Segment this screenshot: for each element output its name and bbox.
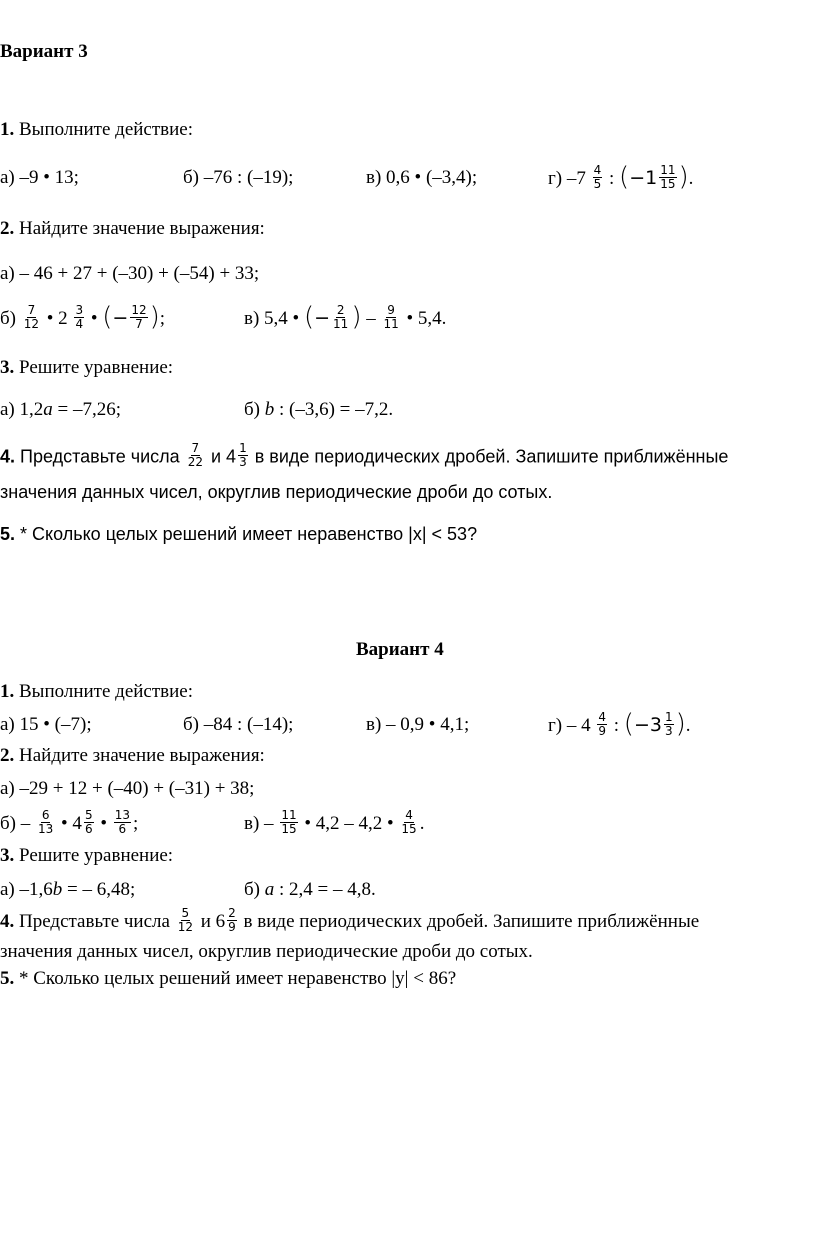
v4-task-4 <box>0 906 700 936</box>
numerator: 6 <box>41 808 50 822</box>
task-number: 2. <box>0 218 15 239</box>
v3-task-3 <box>0 356 173 380</box>
numerator: 3 <box>75 303 84 318</box>
task-number: 4. <box>0 446 16 467</box>
task-text: Найдите значение выражения: <box>19 218 265 239</box>
colon: : <box>613 715 620 736</box>
numerator: 4 <box>593 163 602 178</box>
fraction <box>84 809 94 836</box>
task-text: Найдите значение выражения: <box>19 745 265 766</box>
fraction <box>382 304 399 331</box>
expr-suffix: = – 6,48; <box>62 879 136 900</box>
variable: b <box>264 399 275 420</box>
v3-task-1v: в) 0,6 • (–3,4); <box>366 167 478 188</box>
variable: a <box>43 399 53 420</box>
fraction <box>659 164 676 191</box>
expr-suffix: = –7,26; <box>52 399 122 420</box>
denominator: 11 <box>333 317 349 332</box>
expr-prefix: б) <box>0 308 16 329</box>
numerator: 4 <box>598 710 607 725</box>
right-paren: ) <box>149 301 160 332</box>
expr-suffix: • 5,4. <box>406 308 447 329</box>
v3-task-2a: а) – 46 + 27 + (–30) + (–54) + 33; <box>0 263 260 284</box>
v3-task-3a <box>0 398 121 422</box>
period: . <box>685 715 691 736</box>
fraction <box>227 907 237 934</box>
fraction <box>37 809 54 836</box>
fraction <box>74 304 84 331</box>
task-number: 1. <box>0 119 15 140</box>
expr-prefix: в) 5,4 • <box>244 308 300 329</box>
period: . <box>419 812 425 834</box>
denominator: 9 <box>228 920 236 934</box>
numerator: 5 <box>181 906 190 920</box>
denominator: 6 <box>84 822 93 836</box>
task-text: в виде периодических дробей. Запишите приближённые <box>254 446 729 467</box>
operator: • <box>90 308 98 329</box>
v4-task-2a: а) –29 + 12 + (–40) + (–31) + 38; <box>0 778 255 799</box>
v3-task-3b <box>244 398 393 422</box>
v3-task-2b <box>0 301 166 333</box>
numerator: 7 <box>191 441 200 455</box>
semicolon: ; <box>159 308 166 329</box>
right-paren: ) <box>675 708 686 739</box>
denominator: 3 <box>239 455 247 469</box>
fraction <box>23 304 40 331</box>
v4-task-2b <box>0 808 139 838</box>
fraction <box>130 304 147 331</box>
task-number: 5. <box>0 968 15 989</box>
operator: • 2 <box>46 308 68 329</box>
denominator: 15 <box>281 822 297 836</box>
denominator: 5 <box>593 177 602 192</box>
left-paren: ( <box>102 301 113 332</box>
numerator: 12 <box>131 303 147 318</box>
variable: a <box>264 879 275 900</box>
task-text: Решите уравнение: <box>19 357 174 378</box>
v4-task-1a: а) 15 • (–7); <box>0 714 92 735</box>
fraction <box>114 809 131 836</box>
v4-task-1b: б) –84 : (–14); <box>183 714 294 735</box>
fraction <box>238 442 248 469</box>
expr-prefix: б) <box>244 399 265 420</box>
task-text: * Сколько целых решений имеет неравенство |y| < 86? <box>19 968 457 989</box>
denominator: 12 <box>23 317 40 332</box>
v4-task-3a <box>0 878 135 902</box>
semicolon: ; <box>133 812 139 834</box>
expr-prefix: б) – <box>0 812 31 834</box>
task-text: Выполните действие: <box>19 119 194 140</box>
task-number: 4. <box>0 910 15 932</box>
expr-prefix: б) <box>244 879 265 900</box>
task-text: в виде периодических дробей. Запишите приближённые <box>243 910 700 932</box>
denominator: 15 <box>660 177 676 192</box>
v3-task-1g <box>548 161 694 193</box>
left-paren: ( <box>619 161 630 192</box>
denominator: 22 <box>187 455 203 469</box>
task-text: Решите уравнение: <box>19 845 174 866</box>
left-paren: ( <box>623 708 634 739</box>
mixed-whole: −1 <box>629 167 658 189</box>
numerator: 9 <box>387 303 395 318</box>
task-number: 1. <box>0 681 15 702</box>
operator: • 4 <box>61 812 82 834</box>
variant-3-title: Вариант 3 <box>0 41 88 62</box>
left-paren: ( <box>303 301 315 332</box>
operator: – <box>366 308 376 329</box>
expr-suffix: : (–3,6) = –7,2. <box>274 399 394 420</box>
task-text: Представьте числа <box>20 446 180 467</box>
denominator: 6 <box>118 822 127 836</box>
task-number: 3. <box>0 357 15 378</box>
fraction <box>187 442 204 469</box>
expr-prefix: г) –7 <box>548 168 586 189</box>
fraction <box>593 164 603 191</box>
v4-task-4-line2: значения данных чисел, округлив периодические дроби до сотых. <box>0 941 533 962</box>
numerator: 2 <box>336 303 345 318</box>
colon: : <box>609 168 615 189</box>
v3-task-4-line2: значения данных чисел, округлив периодические дроби до сотых. <box>0 482 553 502</box>
v4-task-3b <box>244 878 376 902</box>
fraction <box>332 304 349 331</box>
numerator: 1 <box>664 710 673 725</box>
task-text: Представьте числа <box>19 910 170 932</box>
period: . <box>688 168 694 189</box>
numerator: 2 <box>228 906 236 920</box>
expr-prefix: в) – <box>244 812 274 834</box>
v4-task-1g <box>548 708 691 740</box>
v4-task-2 <box>0 744 265 768</box>
minus-sign: − <box>314 307 331 329</box>
task-text: * Сколько целых решений имеет неравенство |x| < 53? <box>20 524 478 544</box>
denominator: 9 <box>598 724 607 739</box>
numerator: 1 <box>239 441 247 455</box>
denominator: 3 <box>664 724 673 739</box>
task-text: и 4 <box>211 446 237 467</box>
task-number: 5. <box>0 524 16 544</box>
denominator: 4 <box>75 317 84 332</box>
task-text: Выполните действие: <box>19 681 194 702</box>
mixed-whole: −3 <box>633 714 662 736</box>
v3-task-1b: б) –76 : (–19); <box>183 167 294 188</box>
fraction <box>280 809 297 836</box>
expr-prefix: а) 1,2 <box>0 399 44 420</box>
operator: • 4,2 – 4,2 • <box>304 812 394 834</box>
denominator: 15 <box>401 822 417 836</box>
fraction <box>400 809 417 836</box>
fraction <box>177 907 194 934</box>
expr-suffix: : 2,4 = – 4,8. <box>274 879 376 900</box>
numerator: 7 <box>27 303 36 318</box>
v4-task-3 <box>0 844 173 868</box>
denominator: 12 <box>177 920 193 934</box>
operator: • <box>100 812 107 834</box>
numerator: 11 <box>281 808 297 822</box>
minus-sign: − <box>112 307 129 329</box>
numerator: 11 <box>660 163 676 178</box>
variable: b <box>52 879 63 900</box>
right-paren: ) <box>351 301 362 332</box>
expr-prefix: г) – 4 <box>548 715 591 736</box>
v4-task-2v <box>244 808 425 838</box>
numerator: 5 <box>84 808 93 822</box>
v3-task-1a: а) –9 • 13; <box>0 167 79 188</box>
task-number: 3. <box>0 845 15 866</box>
denominator: 11 <box>383 317 399 332</box>
variant-4-title: Вариант 4 <box>356 639 444 660</box>
v3-task-1 <box>0 118 193 142</box>
right-paren: ) <box>678 161 689 192</box>
expr-prefix: а) –1,6 <box>0 879 53 900</box>
v4-task-1 <box>0 680 193 704</box>
numerator: 4 <box>405 808 413 822</box>
v4-task-1v: в) – 0,9 • 4,1; <box>366 714 470 735</box>
fraction <box>597 711 607 738</box>
v3-task-2v <box>244 301 447 333</box>
v3-task-5 <box>0 522 477 546</box>
numerator: 13 <box>114 808 131 822</box>
v4-task-5 <box>0 967 456 991</box>
fraction <box>664 711 674 738</box>
v3-task-2 <box>0 217 265 241</box>
denominator: 7 <box>135 317 143 332</box>
v3-task-4 <box>0 441 729 471</box>
denominator: 13 <box>38 822 54 836</box>
task-text: и 6 <box>200 910 226 932</box>
task-number: 2. <box>0 745 15 766</box>
